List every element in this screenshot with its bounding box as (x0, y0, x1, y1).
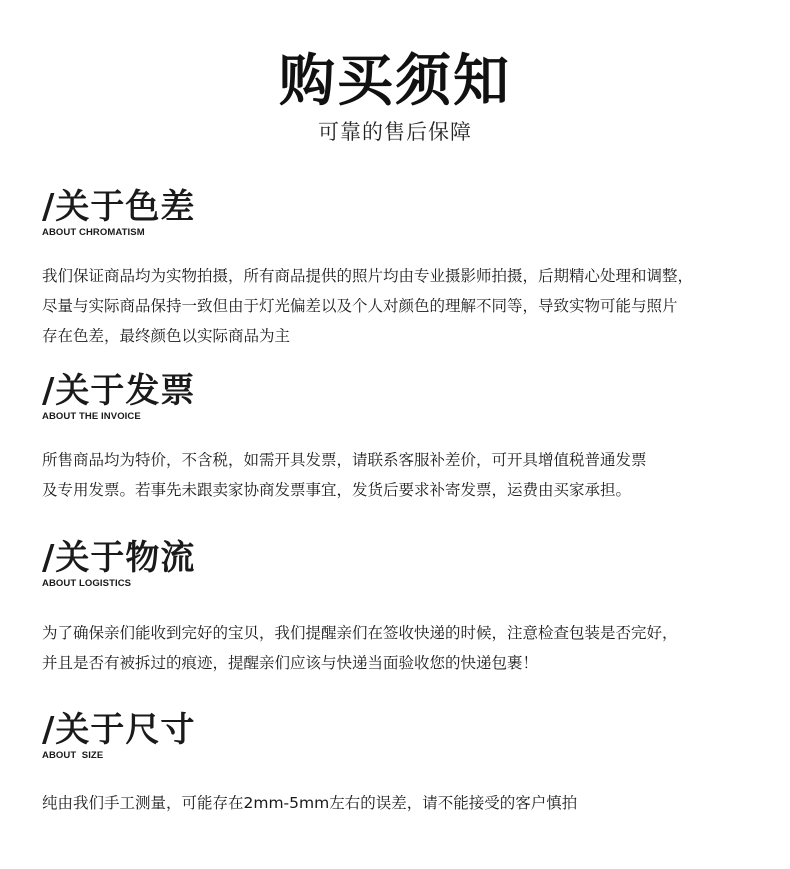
section-chromatism (42, 187, 762, 351)
section-heading: /关于物流 (42, 538, 196, 578)
section-heading: /关于色差 (42, 187, 196, 227)
section-paragraph (42, 788, 762, 818)
page-subtitle: 可靠的售后保障 (318, 120, 472, 144)
paragraph-line: 为了确保亲们能收到完好的宝贝，我们提醒亲们在签收快递的时候，注意检查包装是否完好， (42, 624, 678, 642)
page-title: 购买须知 (279, 49, 511, 114)
section-subheading: ABOUT LOGISTICS (42, 578, 132, 589)
section-size (42, 710, 762, 818)
paragraph-line: 存在色差，最终颜色以实际商品为主 (42, 327, 291, 345)
section-heading: /关于发票 (42, 371, 196, 411)
section-paragraph (42, 445, 762, 505)
section-subheading: ABOUT CHROMATISM (42, 227, 145, 238)
paragraph-line: 纯由我们手工测量，可能存在2mm-5mm左右的误差，请不能接受的客户慎拍 (42, 794, 578, 812)
paragraph-line: 我们保证商品均为实物拍摄，所有商品提供的照片均由专业摄影师拍摄，后期精心处理和调整， (42, 267, 694, 285)
section-invoice (42, 371, 762, 505)
section-logistics (42, 538, 762, 678)
paragraph-line: 及专用发票。若事先未跟卖家协商发票事宜，发货后要求补寄发票，运费由买家承担。 (42, 481, 632, 499)
section-paragraph (42, 261, 762, 351)
paragraph-line: 尽量与实际商品保持一致但由于灯光偏差以及个人对颜色的理解不同等，导致实物可能与照片 (42, 297, 678, 315)
section-subheading: ABOUT SIZE (42, 750, 104, 761)
section-heading: /关于尺寸 (42, 710, 196, 750)
paragraph-line: 并且是否有被拆过的痕迹，提醒亲们应该与快递当面验收您的快递包裹！ (42, 654, 539, 672)
section-paragraph (42, 618, 762, 678)
paragraph-line: 所售商品均为特价，不含税，如需开具发票，请联系客服补差价，可开具增值税普通发票 (42, 451, 647, 469)
section-subheading: ABOUT THE INVOICE (42, 411, 141, 422)
page-header (0, 48, 790, 146)
